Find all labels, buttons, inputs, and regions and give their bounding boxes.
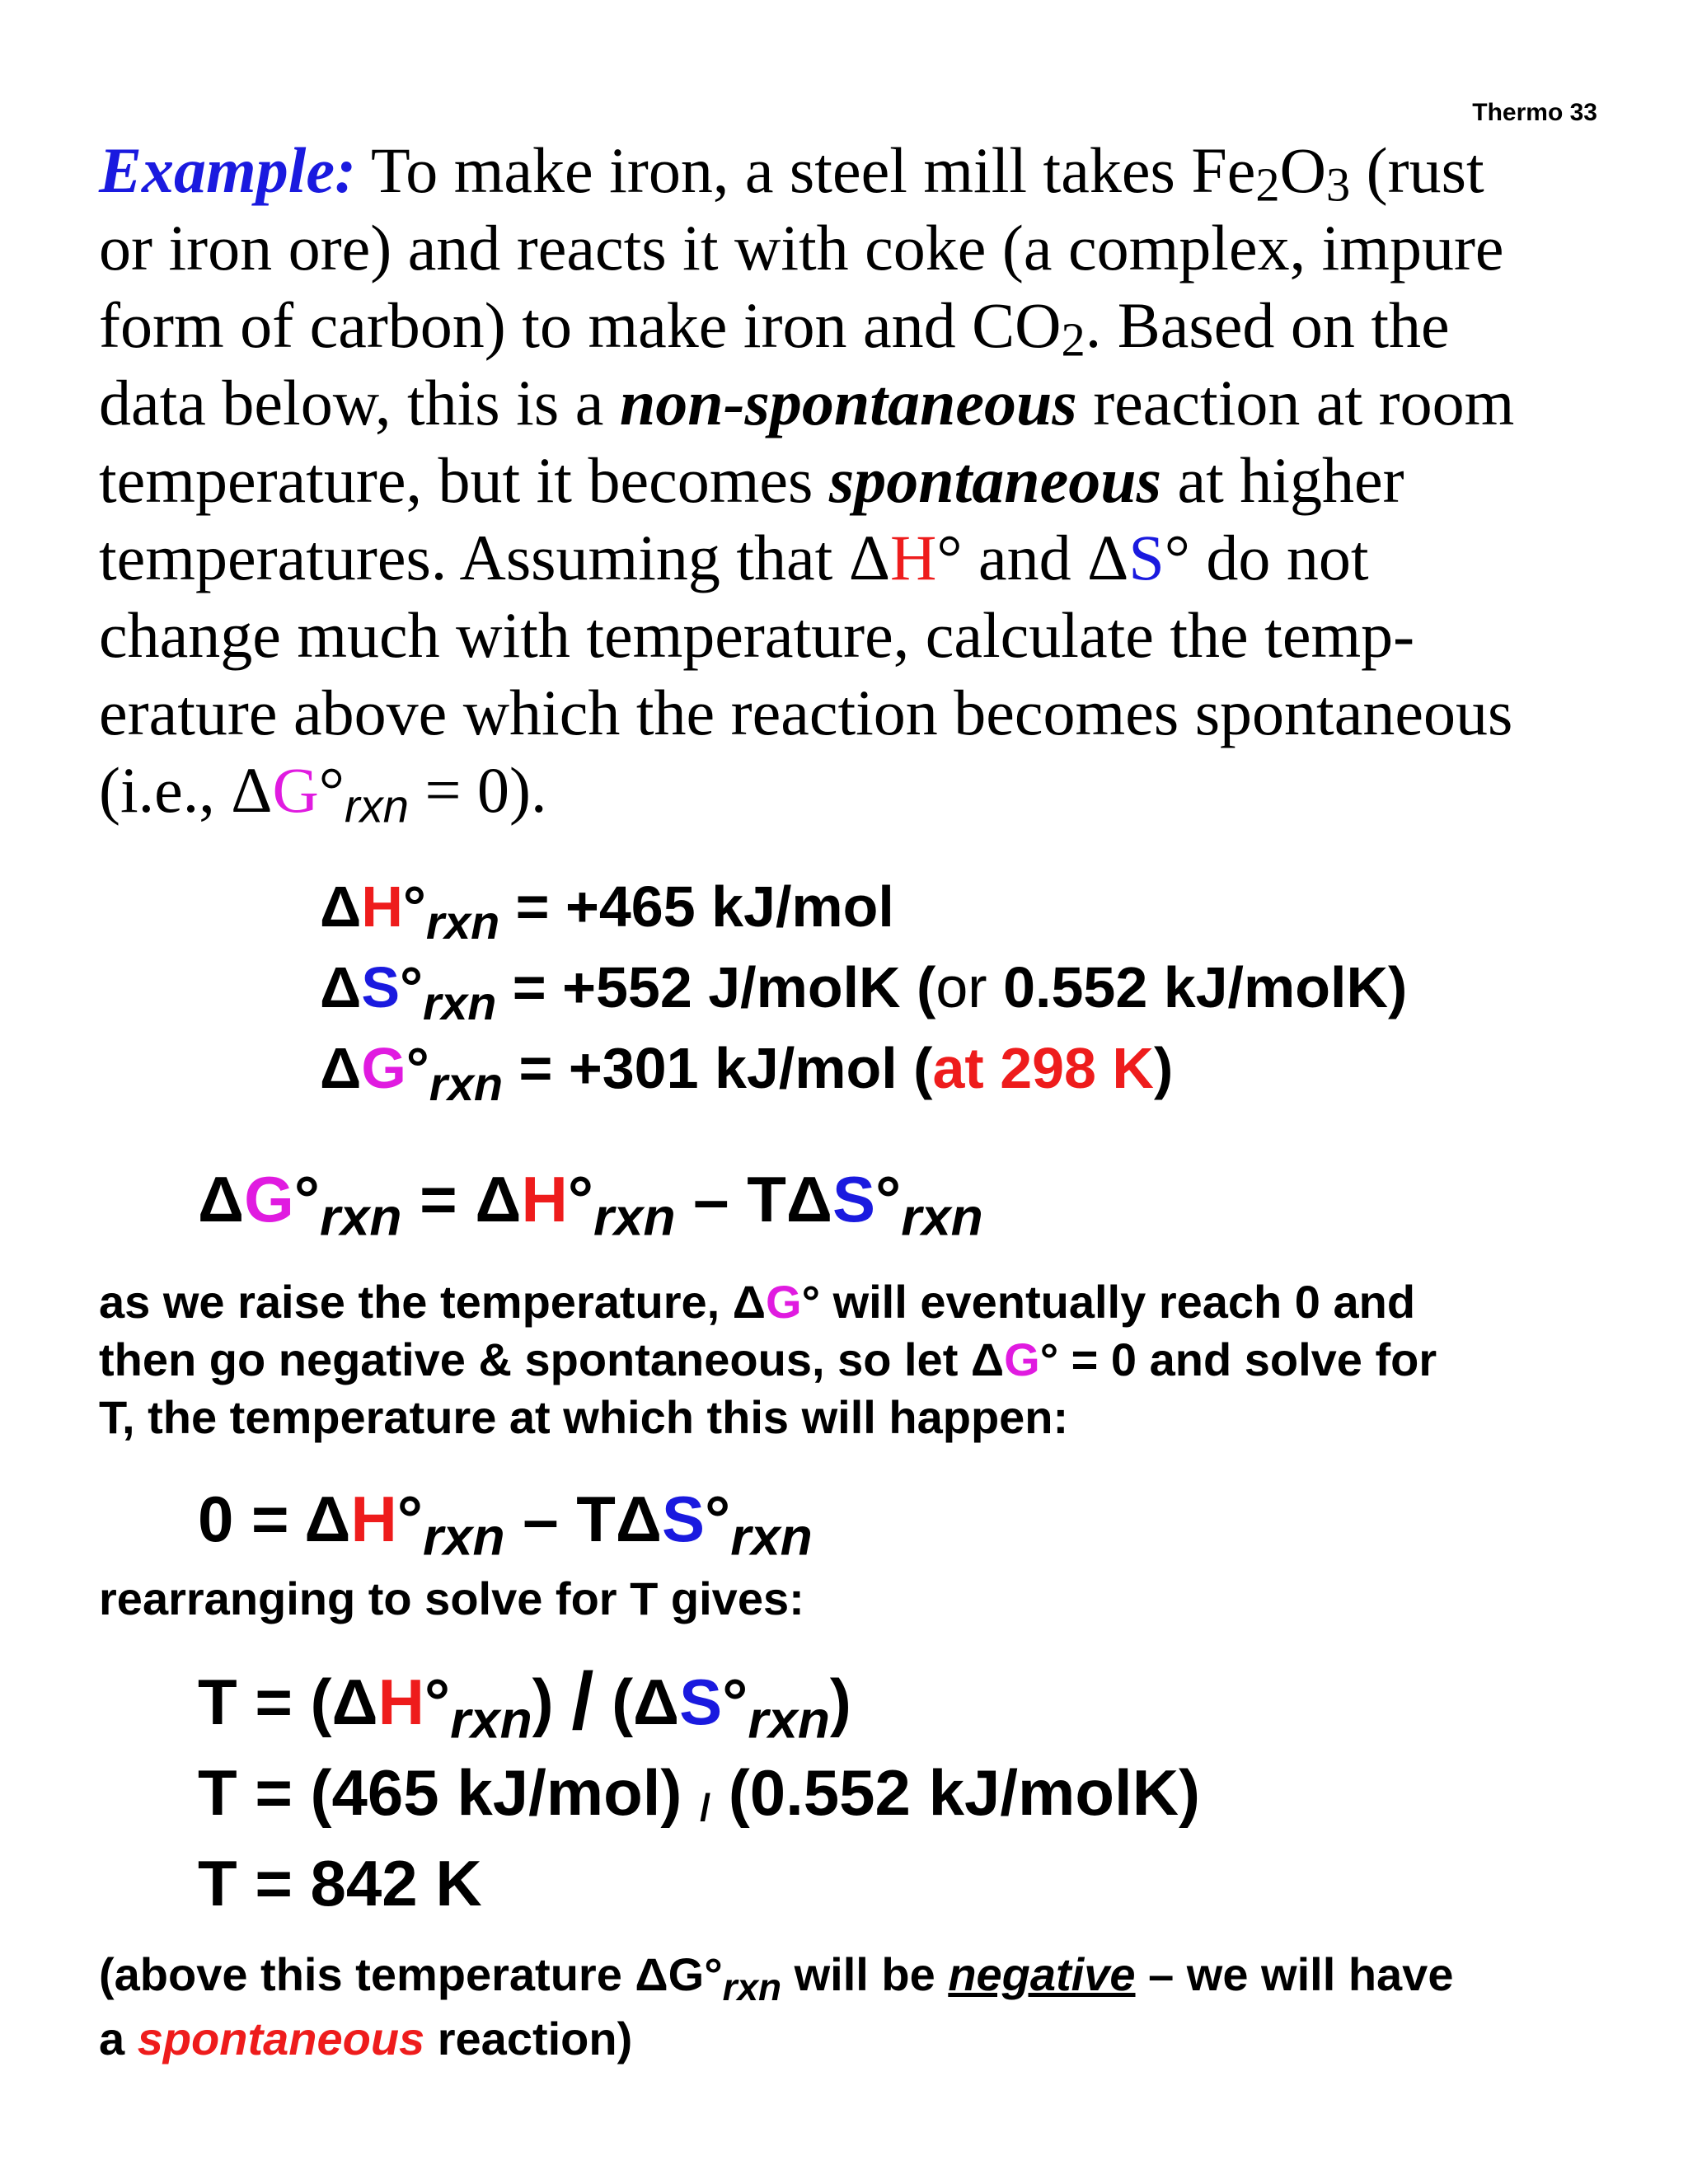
conclusion-text: will be [781, 1948, 949, 2000]
enthalpy-symbol: H [521, 1163, 568, 1235]
intro-text: = 0). [409, 754, 547, 826]
subscript: 2 [1255, 157, 1280, 212]
page-number-label: Thermo 33 [1472, 99, 1597, 126]
paren-close: ) [1153, 1036, 1174, 1100]
solve-line-2 [198, 1755, 1200, 1830]
zero-equals-delta: 0 = Δ [198, 1483, 351, 1555]
rearrange-text: rearranging to solve for T gives: [99, 1572, 804, 1624]
entropy-symbol: S [361, 955, 401, 1019]
t-equals: T = (Δ [198, 1666, 378, 1738]
intro-text: ° and Δ [936, 522, 1129, 593]
delta-symbol: Δ [320, 955, 362, 1019]
given-gibbs [320, 1035, 1174, 1111]
rxn-subscript: rxn [319, 1187, 402, 1247]
intro-line-2: or iron ore) and reacts it with coke (a complex, impure [99, 212, 1504, 284]
intro-line-3 [99, 287, 1615, 367]
intro-line-5 [99, 442, 1615, 519]
subscript: 3 [1325, 157, 1351, 212]
degree-symbol: ° [705, 1483, 731, 1555]
intro-line-4 [99, 364, 1615, 442]
rxn-subscript: rxn [722, 1965, 782, 2008]
degree-symbol: ° [402, 874, 426, 939]
subscript: 2 [1061, 312, 1085, 367]
example-label: Example: [99, 134, 356, 206]
rxn-subscript: rxn [423, 977, 497, 1030]
intro-text: temperatures. Assuming that Δ [99, 522, 890, 593]
delta-symbol: Δ [198, 1163, 245, 1235]
division-slash: / [700, 1786, 711, 1830]
gibbs-symbol: G [244, 1163, 294, 1235]
enthalpy-symbol: H [377, 1666, 424, 1738]
paren-open-delta: (Δ [593, 1666, 680, 1738]
paren-close: ) [532, 1666, 572, 1738]
temperature-note: at 298 K [932, 1036, 1154, 1100]
conclusion-line-1 [99, 1943, 1615, 2007]
enthalpy-symbol: H [350, 1483, 397, 1555]
degree-symbol: ° [406, 1036, 429, 1100]
rxn-subscript: rxn [748, 1690, 830, 1750]
conclusion-line-2 [99, 2007, 1615, 2071]
intro-line-8: erature above which the reaction becomes spontaneous [99, 677, 1513, 748]
degree-symbol: ° [400, 955, 424, 1019]
explanation-line-3: T, the temperature at which this will happen: [99, 1391, 1069, 1443]
minus-t-delta: – TΔ [504, 1483, 662, 1555]
intro-line-6 [99, 519, 1615, 597]
gibbs-equation [198, 1162, 983, 1247]
entropy-symbol: S [832, 1163, 875, 1235]
conclusion-text: reaction) [424, 2013, 633, 2064]
rxn-subscript: rxn [593, 1187, 676, 1247]
intro-line-7: change much with temperature, calculate the temp- [99, 599, 1415, 671]
solve-line-1 [198, 1655, 851, 1750]
intro-text: . Based on the [1085, 289, 1450, 361]
division-slash: / [571, 1655, 594, 1746]
rxn-subscript: rxn [429, 1057, 504, 1111]
delta-symbol: Δ [320, 1036, 362, 1100]
rxn-subscript: rxn [425, 896, 500, 949]
entropy-symbol: S [679, 1666, 723, 1738]
gibbs-symbol: G [361, 1036, 406, 1100]
degree-symbol: ° [293, 1163, 320, 1235]
solve-numerator: T = (465 kJ/mol) [198, 1756, 701, 1829]
gibbs-symbol: G [272, 754, 319, 826]
paren-close: ) [829, 1666, 851, 1738]
rxn-subscript: rxn [901, 1187, 983, 1247]
intro-text: reaction at room [1076, 367, 1515, 438]
given-enthalpy [320, 874, 894, 949]
intro-text: (rust [1350, 134, 1484, 206]
intro-text: (i.e., Δ [99, 754, 273, 826]
intro-text: temperature, but it becomes [99, 444, 829, 516]
conclusion-text: a [99, 2013, 138, 2064]
intro-line-9 [99, 752, 1615, 832]
entropy-value-kj: 0.552 kJ/molK) [987, 955, 1408, 1019]
degree-symbol: ° [874, 1163, 902, 1235]
explanation-line-1 [99, 1273, 1615, 1331]
entropy-symbol: S [1128, 522, 1165, 593]
spontaneous-emphasis: spontaneous [137, 2013, 425, 2064]
zero-equation [198, 1482, 813, 1567]
delta-symbol: Δ [320, 874, 362, 939]
minus-t-delta: – TΔ [675, 1163, 832, 1235]
intro-text: form of carbon) to make iron and CO [99, 289, 1062, 361]
gibbs-symbol: G [1004, 1333, 1040, 1385]
gibbs-symbol: G [766, 1276, 802, 1328]
intro-text: To make iron, a steel mill takes Fe [355, 134, 1256, 206]
rxn-subscript: rxn [344, 780, 409, 832]
explanation-text: then go negative & spontaneous, so let Δ [99, 1333, 1005, 1385]
entropy-symbol: S [661, 1483, 705, 1555]
enthalpy-symbol: H [361, 874, 403, 939]
explanation-text: as we raise the temperature, Δ [99, 1276, 767, 1328]
intro-paragraph [99, 132, 1615, 832]
given-entropy [320, 954, 1408, 1030]
intro-text: data below, this is a [99, 367, 620, 438]
or-word: or [935, 955, 987, 1019]
intro-text: ° do not [1164, 522, 1369, 593]
solve-line-3: T = 842 K [198, 1847, 482, 1919]
gibbs-value: = +301 kJ/mol ( [503, 1036, 933, 1100]
conclusion-text: (above this temperature ΔG° [99, 1948, 723, 2000]
solve-denominator: (0.552 kJ/molK) [710, 1756, 1201, 1829]
equals-delta: = Δ [401, 1163, 522, 1235]
enthalpy-symbol: H [890, 522, 937, 593]
non-spontaneous-emphasis: non-spontaneous [619, 367, 1077, 438]
degree-symbol: ° [567, 1163, 593, 1235]
explanation-text: ° = 0 and solve for [1039, 1333, 1437, 1385]
intro-line-1 [99, 132, 1615, 212]
explanation-text: ° will eventually reach 0 and [801, 1276, 1416, 1328]
intro-text: at higher [1160, 444, 1404, 516]
explanation-paragraph [99, 1273, 1615, 1446]
degree-symbol: ° [424, 1666, 451, 1738]
rxn-subscript: rxn [423, 1507, 505, 1567]
explanation-line-2 [99, 1331, 1615, 1389]
intro-text: ° [318, 754, 345, 826]
enthalpy-value: = +465 kJ/mol [499, 874, 894, 939]
degree-symbol: ° [396, 1483, 423, 1555]
degree-symbol: ° [722, 1666, 748, 1738]
rxn-subscript: rxn [450, 1690, 532, 1750]
intro-text: O [1279, 134, 1326, 206]
conclusion-paragraph [99, 1943, 1615, 2071]
entropy-value: = +552 J/molK ( [496, 955, 936, 1019]
conclusion-text: – we will have [1135, 1948, 1454, 2000]
negative-emphasis: negative [948, 1948, 1136, 2000]
spontaneous-emphasis: spontaneous [828, 444, 1161, 516]
rxn-subscript: rxn [730, 1507, 813, 1567]
